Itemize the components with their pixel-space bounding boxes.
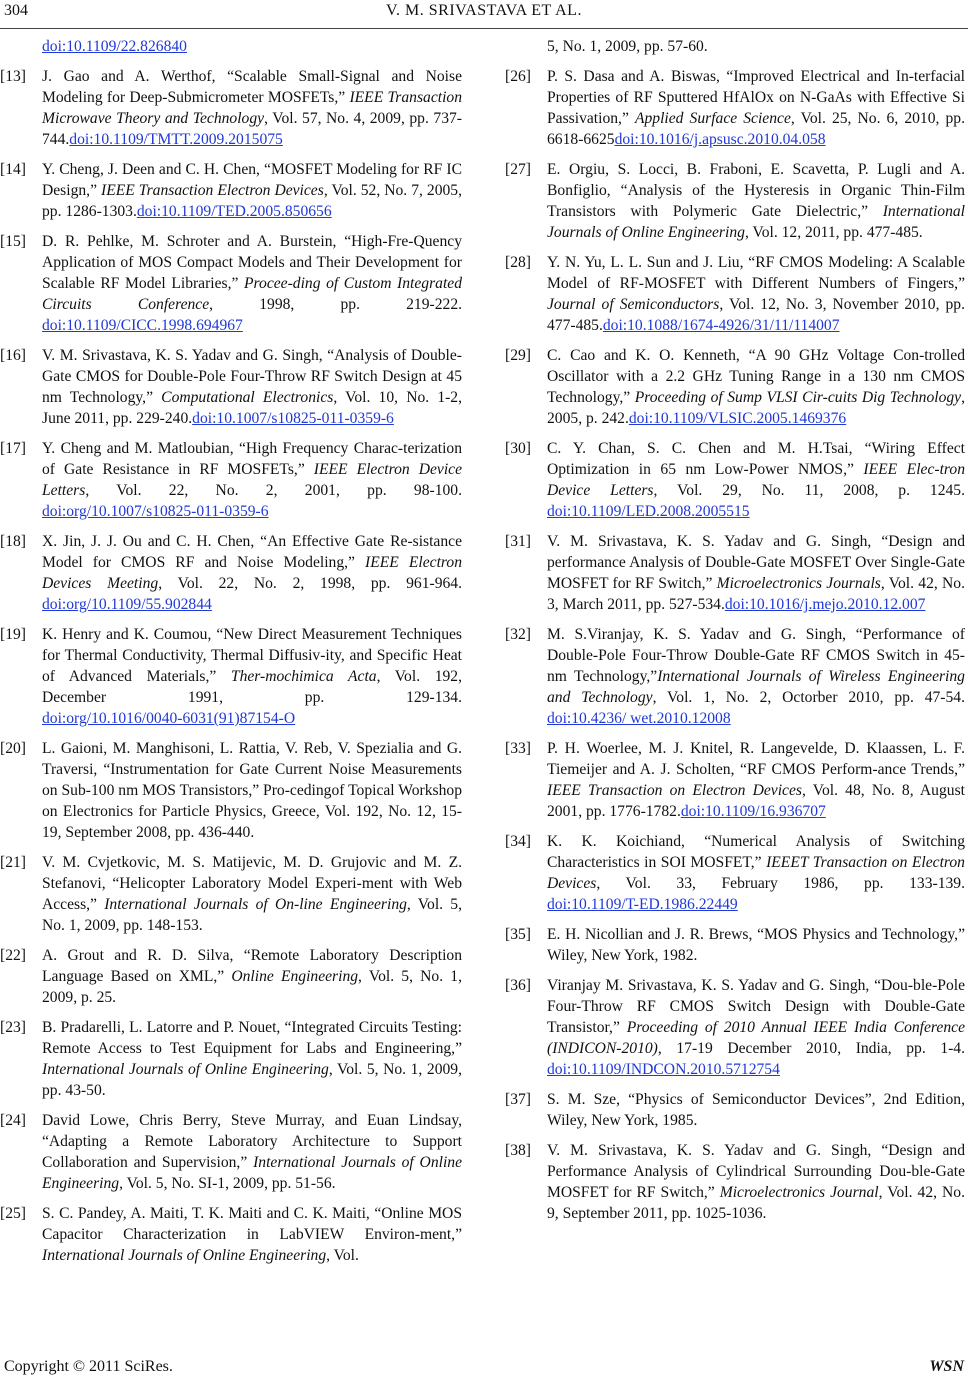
reference-number: [27] bbox=[505, 161, 531, 178]
reference-entry bbox=[0, 1203, 462, 1266]
reference-entry bbox=[0, 531, 462, 615]
reference-authors-title: D. R. Pehlke, M. Schroter and A. Burstein, “High-Fre-Quency Application of MOS Compact Models and Their Development for Scalable RF Model Libraries,” bbox=[42, 233, 462, 292]
reference-text bbox=[42, 1019, 462, 1099]
reference-text bbox=[42, 626, 462, 727]
reference-authors-title: S. C. Pandey, A. Maiti, T. K. Maiti and C. K. Maiti, “Online MOS Capacitor Characterization in LabVIEW Environ-ment,” bbox=[42, 1205, 462, 1243]
reference-authors-title: K. K. Koichiand, “Numerical Analysis of Switching Characteristics in SOI MOSFET,” bbox=[547, 833, 965, 871]
reference-text bbox=[42, 533, 462, 613]
reference-text bbox=[547, 1091, 965, 1129]
reference-text bbox=[547, 440, 965, 520]
reference-details: , Vol. 42, No. 9, September 2011, pp. 1025-1036. bbox=[547, 1184, 965, 1222]
doi-link[interactable]: doi:10.1109/INDCON.2010.5712754 bbox=[547, 1061, 780, 1078]
lead-doi-line bbox=[0, 36, 462, 57]
doi-link[interactable]: doi:10.1109/16.936707 bbox=[680, 803, 826, 820]
reference-number: [17] bbox=[0, 440, 26, 457]
reference-number: [35] bbox=[505, 926, 531, 943]
reference-text bbox=[42, 347, 462, 427]
doi-link[interactable]: doi:10.1016/j.apsusc.2010.04.058 bbox=[614, 131, 826, 148]
doi-link[interactable]: doi:10.1016/j.mejo.2010.12.007 bbox=[724, 596, 926, 613]
right-column bbox=[505, 36, 965, 1233]
reference-text bbox=[42, 68, 462, 148]
reference-number: [28] bbox=[505, 254, 531, 271]
reference-number: [16] bbox=[0, 347, 26, 364]
reference-authors-title: V. M. Cvjetkovic, M. S. Matijevic, M. D. Grujovic and M. Z. Stefanovi, “Helicopter Laboratory Model Experi-ment with Web Access,” bbox=[42, 854, 462, 913]
reference-authors-title: M. S.Viranjay, K. S. Yadav and G. Singh, “Performance of Double-Pole Four-Throw Double-Gate RF CMOS Switch in 45-nm Technology,” bbox=[547, 626, 965, 685]
reference-details: , Vol. 29, No. 11, 2008, p. 1245. bbox=[653, 482, 965, 499]
left-reference-list bbox=[0, 66, 462, 1266]
doi-link[interactable]: doi:10.1109/TED.2005.850656 bbox=[136, 203, 332, 220]
reference-venue: IEEE Transaction on Electron Devices bbox=[547, 782, 802, 799]
reference-venue: Ther-mochimica Acta bbox=[230, 668, 377, 685]
reference-text bbox=[547, 926, 965, 964]
reference-authors-title: Y. N. Yu, L. L. Sun and J. Liu, “RF CMOS Modeling: A Scalable Model of RF-MOSFET with Different Numbers of Fingers,” bbox=[547, 254, 965, 292]
reference-details: , Vol. 192, December 1991, pp. 129-134. bbox=[42, 668, 462, 706]
reference-venue: IEEE Transaction Microwave Theory and Technology bbox=[42, 89, 463, 127]
reference-number: [21] bbox=[0, 854, 26, 871]
reference-details: , Vol. 33, February 1986, pp. 133-139. bbox=[596, 875, 965, 892]
reference-text bbox=[547, 254, 965, 334]
reference-number: [29] bbox=[505, 347, 531, 364]
reference-authors-title: Viranjay M. Srivastava, K. S. Yadav and G. Singh, “Dou-ble-Pole Four-Throw RF CMOS Switch Design with Double-Gate Transistor,” bbox=[547, 977, 965, 1036]
reference-entry bbox=[505, 975, 965, 1080]
reference-details: , Vol. 48, No. 8, August 2001, pp. 1776-1782. bbox=[547, 782, 965, 820]
reference-number: [26] bbox=[505, 68, 531, 85]
doi-link[interactable]: doi:10.1109/VLSIC.2005.1469376 bbox=[628, 410, 847, 427]
doi-link[interactable]: doi:org/10.1007/s10825-011-0359-6 bbox=[42, 503, 269, 520]
reference-text bbox=[42, 1112, 462, 1192]
doi-link[interactable]: doi:10.1088/1674-4926/31/11/114007 bbox=[602, 317, 840, 334]
reference-authors-title: A. Grout and R. D. Silva, “Remote Laboratory Description Language Based on XML,” bbox=[42, 947, 462, 985]
reference-number: [22] bbox=[0, 947, 26, 964]
reference-number: [18] bbox=[0, 533, 26, 550]
reference-venue: Procee-ding of Custom Integrated Circuits Conference bbox=[42, 275, 462, 313]
journal-abbrev: WSN bbox=[929, 1358, 964, 1375]
reference-authors-title: S. M. Sze, “Physics of Semiconductor Devices”, 2nd Edition, Wiley, New York, 1985. bbox=[547, 1091, 965, 1129]
reference-authors-title: Y. Cheng, J. Deen and C. H. Chen, “MOSFET Modeling for RF IC Design,” bbox=[42, 161, 462, 199]
reference-entry bbox=[0, 852, 462, 936]
doi-link[interactable]: doi:org/10.1016/0040-6031(91)87154-O bbox=[42, 710, 296, 727]
reference-text bbox=[547, 161, 965, 241]
reference-venue: International Journals of Online Engineering bbox=[547, 203, 965, 241]
reference-text bbox=[42, 440, 462, 520]
reference-authors-title: P. S. Dasa and A. Biswas, “Improved Electrical and In-terfacial Properties of RF Sputtered HfAlOx on N-GaAs with Effective Si Passivation,” bbox=[547, 68, 965, 127]
reference-details: , Vol. 10, No. 1-2, June 2011, pp. 229-240. bbox=[42, 389, 463, 427]
continuation-line: 5, No. 1, 2009, pp. 57-60. bbox=[547, 38, 708, 55]
doi-link[interactable]: doi:10.1109/TMTT.2009.2015075 bbox=[69, 131, 283, 148]
reference-entry bbox=[0, 945, 462, 1008]
reference-text bbox=[547, 977, 965, 1078]
reference-venue: International Journals of Wireless Engineering and Technology bbox=[547, 668, 965, 706]
doi-link[interactable]: doi:10.1007/s10825-011-0359-6 bbox=[192, 410, 394, 427]
reference-authors-title: J. Gao and A. Werthof, “Scalable Small-Signal and Noise Modeling for Deep-Submicrometer MOSFETs,” bbox=[42, 68, 462, 106]
reference-entry bbox=[505, 1140, 965, 1224]
reference-authors-title: David Lowe, Chris Berry, Steve Murray, and Euan Lindsay, “Adapting a Remote Laboratory Architecture to Support Collaboration and Supervision,” bbox=[42, 1112, 462, 1171]
reference-entry bbox=[505, 831, 965, 915]
reference-number: [37] bbox=[505, 1091, 531, 1108]
reference-number: [34] bbox=[505, 833, 531, 850]
doi-link[interactable]: doi:10.4236/ wet.2010.12008 bbox=[547, 710, 731, 727]
reference-text bbox=[547, 1142, 965, 1222]
doi-link[interactable]: doi:10.1109/CICC.1998.694967 bbox=[42, 317, 243, 334]
reference-venue: IEEET Transaction on Electron Devices bbox=[547, 854, 965, 892]
reference-entry bbox=[505, 252, 965, 336]
reference-number: [36] bbox=[505, 977, 531, 994]
reference-details: , Vol. 5, No. 1, 2009, p. 25. bbox=[42, 968, 462, 1006]
reference-entry bbox=[505, 66, 965, 150]
reference-authors-title: V. M. Srivastava, K. S. Yadav and G. Singh, “Design and performance Analysis of Double-Gate MOSFET Over Single-Gate MOSFET for RF Switch,” bbox=[547, 533, 965, 592]
reference-venue: Computational Electronics bbox=[161, 389, 334, 406]
reference-text bbox=[42, 854, 462, 934]
reference-authors-title: L. Gaioni, M. Manghisoni, L. Rattia, V. Reb, V. Spezialia and G. Traversi, “Instrumentation for Gate Current Noise Measurements on Sub-100 nm MOS Transistors,” Pro-cedingof Topical Workshop on Electronics for Particle Physics, Greece, Vol. 192, No. 12, 15-19, September 2008, pp. 436-440. bbox=[42, 740, 462, 841]
reference-venue: IEEE Elec-tron Device Letters bbox=[547, 461, 965, 499]
reference-details: , Vol. 12, No. 3, November 2010, pp. 477-485. bbox=[547, 296, 965, 334]
reference-text bbox=[547, 347, 965, 427]
doi-link[interactable]: doi:10.1109/LED.2008.2005515 bbox=[547, 503, 750, 520]
reference-entry bbox=[505, 924, 965, 966]
reference-venue: Journal of Semiconductors bbox=[547, 296, 720, 313]
reference-entry bbox=[505, 1089, 965, 1131]
doi-link[interactable]: doi:10.1109/22.826840 bbox=[42, 38, 187, 55]
reference-entry bbox=[0, 231, 462, 336]
reference-number: [25] bbox=[0, 1205, 26, 1222]
reference-entry bbox=[505, 159, 965, 243]
reference-entry bbox=[505, 738, 965, 822]
reference-entry bbox=[505, 531, 965, 615]
reference-venue: Proceeding of 2010 Annual IEEE India Conference (INDICON-2010) bbox=[547, 1019, 965, 1057]
reference-details: , Vol. 12, 2011, pp. 477-485. bbox=[744, 224, 923, 241]
reference-entry bbox=[0, 66, 462, 150]
reference-text bbox=[547, 740, 965, 820]
reference-details: , Vol. 5, No. 1, 2009, pp. 148-153. bbox=[42, 896, 462, 934]
reference-number: [31] bbox=[505, 533, 531, 550]
reference-number: [13] bbox=[0, 68, 26, 85]
reference-number: [15] bbox=[0, 233, 26, 250]
reference-venue: International Journals of Online Engineering bbox=[42, 1247, 327, 1264]
reference-details: , Vol. 22, No. 2, 2001, pp. 98-100. bbox=[85, 482, 462, 499]
reference-details: , 1998, pp. 219-222. bbox=[209, 296, 463, 313]
reference-details: , Vol. 1, No. 2, Octorber 2010, pp. 47-54. bbox=[652, 689, 965, 706]
reference-entry bbox=[0, 624, 462, 729]
reference-details: , 17-19 December 2010, India, pp. 1-4. bbox=[657, 1040, 965, 1057]
reference-authors-title: Y. Cheng and M. Matloubian, “High Frequency Charac-terization of Gate Resistance in RF MOSFETs,” bbox=[42, 440, 462, 478]
reference-authors-title: V. M. Srivastava, K. S. Yadav and G. Singh, “Design and Performance Analysis of Cylindrical Surrounding Dou-ble-Gate MOSFET for RF Switch,” bbox=[547, 1142, 965, 1201]
reference-text bbox=[547, 833, 965, 913]
reference-number: [23] bbox=[0, 1019, 26, 1036]
reference-text bbox=[42, 233, 462, 334]
reference-entry bbox=[0, 345, 462, 429]
reference-venue: Microelectronics Journals bbox=[716, 575, 881, 592]
reference-entry bbox=[505, 345, 965, 429]
doi-link[interactable]: doi:org/10.1109/55.902844 bbox=[42, 596, 212, 613]
reference-details: , Vol. 42, No. 3, March 2011, pp. 527-534. bbox=[547, 575, 965, 613]
reference-authors-title: E. H. Nicollian and J. R. Brews, “MOS Physics and Technology,” Wiley, New York, 1982. bbox=[547, 926, 965, 964]
header-rule bbox=[0, 28, 968, 29]
page-header bbox=[0, 0, 968, 30]
reference-number: [14] bbox=[0, 161, 26, 178]
reference-details: , Vol. 52, No. 7, 2005, pp. 1286-1303. bbox=[42, 182, 462, 220]
reference-authors-title: E. Orgiu, S. Locci, B. Fraboni, E. Scavetta, P. Lugli and A. Bonfiglio, “Analysis of the Hysteresis in Organic Thin-Film Transistors with Polymeric Gate Dielectric,” bbox=[547, 161, 965, 220]
reference-number: [20] bbox=[0, 740, 26, 757]
reference-text bbox=[547, 626, 965, 727]
running-head: V. M. SRIVASTAVA ET AL. bbox=[386, 2, 582, 19]
reference-venue: Applied Surface Science bbox=[634, 110, 791, 127]
doi-link[interactable]: doi:10.1109/T-ED.1986.22449 bbox=[547, 896, 738, 913]
right-reference-list bbox=[505, 66, 965, 1224]
reference-text bbox=[42, 161, 462, 220]
reference-text bbox=[42, 947, 462, 1006]
reference-venue: Proceeding of Sump VLSI Cir-cuits Dig Technology bbox=[634, 389, 962, 406]
reference-details: , Vol. 57, No. 4, 2009, pp. 737-744. bbox=[42, 110, 462, 148]
reference-authors-title: P. H. Woerlee, M. J. Knitel, R. Langevelde, D. Klaassen, L. F. Tiemeijer and A. J. Scholten, “RF CMOS Perform-ance Trends,” bbox=[547, 740, 965, 778]
reference-entry bbox=[0, 738, 462, 843]
reference-number: [30] bbox=[505, 440, 531, 457]
reference-authors-title: X. Jin, J. J. Ou and C. H. Chen, “An Effective Gate Re-sistance Model for CMOS RF and Noise Modeling,” bbox=[42, 533, 462, 571]
reference-text bbox=[547, 68, 965, 148]
reference-number: [24] bbox=[0, 1112, 26, 1129]
reference-details: , 2005, p. 242. bbox=[547, 389, 965, 427]
reference-text bbox=[42, 1205, 462, 1264]
reference-number: [38] bbox=[505, 1142, 531, 1159]
reference-authors-title: C. Y. Chan, S. C. Chen and M. H.Tsai, “Wiring Effect Optimization in 65 nm Low-Power NMOS,” bbox=[547, 440, 965, 478]
reference-entry bbox=[505, 624, 965, 729]
reference-number: [19] bbox=[0, 626, 26, 643]
reference-authors-title: V. M. Srivastava, K. S. Yadav and G. Singh, “Analysis of Double-Gate CMOS for Double-Pole Four-Throw RF Switch Design at 45 nm Technology,” bbox=[42, 347, 462, 406]
reference-text bbox=[547, 533, 965, 613]
reference-venue: IEEE Electron Device Letters bbox=[42, 461, 462, 499]
reference-number: [33] bbox=[505, 740, 531, 757]
reference-venue: IEEE Transaction Electron Devices bbox=[101, 182, 324, 199]
reference-venue: IEEE Electron Devices Meeting bbox=[42, 554, 462, 592]
reference-entry bbox=[505, 438, 965, 522]
reference-details: , Vol. 5, No. 1, 2009, pp. 43-50. bbox=[42, 1061, 462, 1099]
reference-entry bbox=[0, 159, 462, 222]
reference-venue: Online Engineering bbox=[231, 968, 359, 985]
reference-details: , Vol. bbox=[326, 1247, 359, 1264]
reference-entry bbox=[0, 438, 462, 522]
reference-authors-title: C. Cao and K. O. Kenneth, “A 90 GHz Voltage Con-trolled Oscillator with a 2.2 GHz Tuning Range in a 130 nm CMOS Technology,” bbox=[547, 347, 965, 406]
reference-entry bbox=[0, 1110, 462, 1194]
reference-venue: International Journals of On-line Engineering bbox=[104, 896, 407, 913]
reference-details: , Vol. 22, No. 2, 1998, pp. 961-964. bbox=[158, 575, 462, 592]
reference-authors-title: K. Henry and K. Coumou, “New Direct Measurement Techniques for Thermal Conductivity, Thermal Diffusiv-ity, and Specific Heat of Advanced Materials,” bbox=[42, 626, 462, 685]
reference-number: [32] bbox=[505, 626, 531, 643]
reference-text bbox=[42, 740, 462, 841]
reference-venue: International Journals of Online Engineering bbox=[42, 1154, 462, 1192]
reference-entry bbox=[0, 1017, 462, 1101]
page-number: 304 bbox=[4, 2, 28, 19]
reference-authors-title: B. Pradarelli, L. Latorre and P. Nouet, “Integrated Circuits Testing: Remote Access to Test Equipment for Labs and Engineering,” bbox=[42, 1019, 462, 1057]
left-column bbox=[0, 36, 462, 1275]
copyright-text: Copyright © 2011 SciRes. bbox=[4, 1358, 173, 1375]
reference-venue: Microelectronics Journal bbox=[719, 1184, 879, 1201]
reference-venue: International Journals of Online Engineering bbox=[42, 1061, 329, 1078]
reference-details: , Vol. 5, No. SI-1, 2009, pp. 51-56. bbox=[119, 1175, 336, 1192]
reference-details: , Vol. 25, No. 6, 2010, pp. 6618-6625 bbox=[547, 110, 965, 148]
